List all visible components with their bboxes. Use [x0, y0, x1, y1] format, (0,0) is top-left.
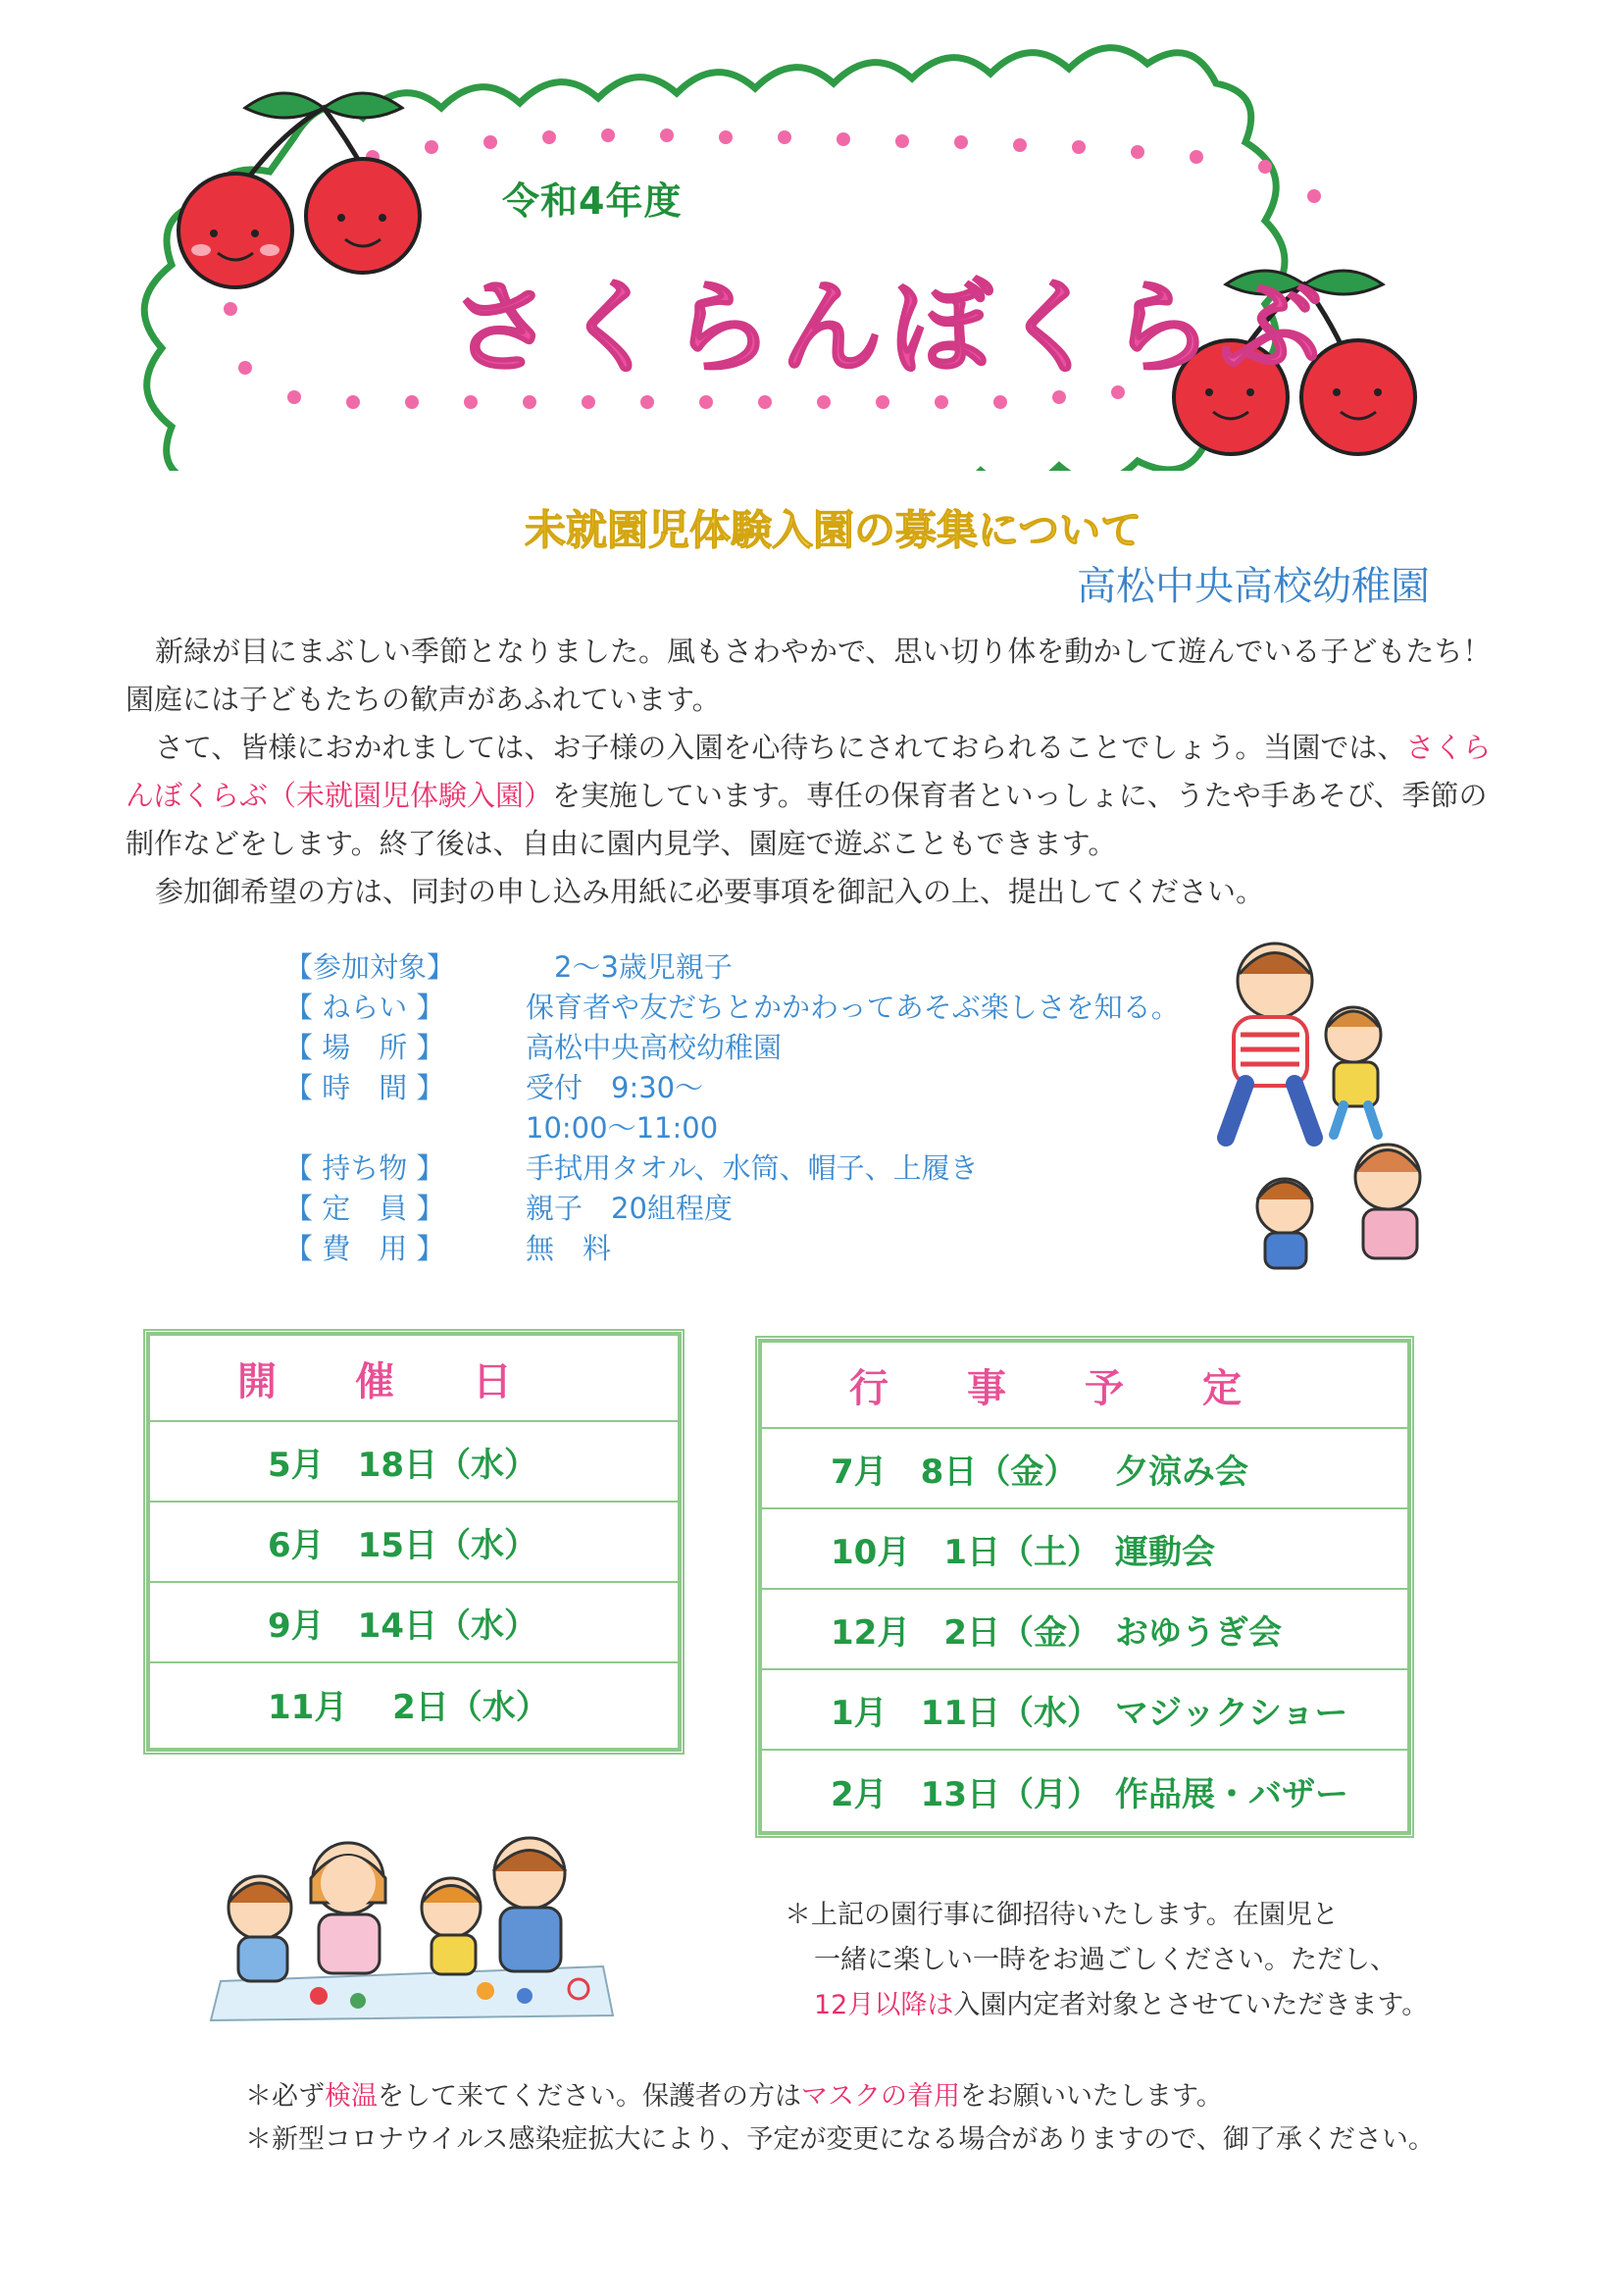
schedule-table [143, 1329, 685, 1755]
detail-value: 10:00～11:00 [526, 1111, 719, 1145]
intro-text [126, 628, 1518, 916]
detail-value: 受付 9:30～ [526, 1071, 704, 1104]
detail-value: 保育者や友だちとかかわってあそぶ楽しさを知る。 [526, 991, 1180, 1024]
event-date: 12月 2日（金） [831, 1612, 1100, 1653]
footer-line-1 [245, 2075, 1435, 2118]
event-note [785, 1893, 1428, 2028]
footer-highlight: 検温 [325, 2081, 378, 2112]
event-name: 作品展・バザー [1115, 1774, 1348, 1814]
detail-label: 【 ねらい 】 [284, 991, 445, 1024]
event-name: 運動会 [1115, 1532, 1215, 1572]
event-name: おゆうぎ会 [1115, 1612, 1282, 1653]
school-name: 高松中央高校幼稚園 [1077, 564, 1430, 609]
intro-text-segment: を実施しています。専任の保育者といっしょに、うたや手あそび、季節の [552, 779, 1488, 812]
events-table-inner [760, 1341, 1409, 1833]
detail-label [284, 1108, 526, 1148]
event-date: 2月 13日（月） [831, 1774, 1100, 1814]
schedule-date: 6月 15日（水） [150, 1503, 678, 1583]
page-subtitle: 未就園児体験入園の募集について [525, 506, 1142, 554]
schedule-date: 9月 14日（水） [150, 1583, 678, 1663]
detail-value: 2～3歳児親子 [526, 950, 733, 984]
note-line-3 [785, 1983, 1428, 2028]
schedule-table-inner [148, 1334, 680, 1750]
event-row [762, 1751, 1407, 1831]
footer-notes [245, 2075, 1435, 2162]
detail-row [284, 1028, 1180, 1068]
schedule-header: 開催日 [150, 1336, 678, 1422]
intro-text-segment: さて、皆様におかれましては、お子様の入園を心待ちにされておられることでしょう。当園では、 [155, 731, 1406, 764]
details-list [284, 947, 1180, 1269]
club-name-highlight: さくら [1405, 731, 1492, 764]
intro-line-6: 参加御希望の方は、同封の申し込み用紙に必要事項を御記入の上、提出してください。 [155, 875, 1265, 908]
year-label: 令和4年度 [502, 179, 683, 223]
events-header: 行事予定 [762, 1343, 1407, 1429]
event-row [762, 1590, 1407, 1670]
event-date: 7月 8日（金） [831, 1452, 1078, 1492]
intro-line-4 [126, 772, 1518, 820]
detail-row [284, 1148, 1180, 1189]
note-highlight: 12月以降は [814, 1990, 954, 2020]
detail-label: 【 持ち物 】 [284, 1151, 445, 1185]
banner-illustration [0, 0, 1624, 471]
note-line-1: ＊上記の園行事に御招待いたします。在園児と [785, 1900, 1339, 1930]
footer-highlight: マスクの着用 [801, 2081, 960, 2112]
footer-text: をして来てください。保護者の方は [378, 2081, 801, 2112]
children-playing-illustration [1206, 937, 1451, 1275]
intro-line-3 [126, 724, 1518, 772]
event-date: 1月 11日（水） [831, 1693, 1100, 1733]
detail-row [284, 1189, 1180, 1229]
detail-row [284, 1108, 1180, 1148]
detail-row [284, 947, 1180, 988]
note-text: 入園内定者対象とさせていただきます。 [953, 1990, 1429, 2020]
detail-value: 親子 20組程度 [526, 1192, 733, 1225]
event-name: 夕涼み会 [1115, 1452, 1248, 1492]
schedule-date: 11月 2日（水） [268, 1687, 549, 1727]
event-row [762, 1429, 1407, 1509]
intro-line-2: 園庭には子どもたちの歓声があふれています。 [126, 683, 721, 716]
note-line-2: 一緒に楽しい一時をお過ごしください。ただし、 [814, 1945, 1396, 1975]
event-date: 10月 1日（土） [831, 1532, 1100, 1572]
detail-label: 【 場 所 】 [284, 1031, 445, 1064]
detail-label: 【参加対象】 [284, 950, 456, 984]
event-row [762, 1670, 1407, 1751]
cherry-left-icon [178, 93, 420, 287]
intro-line-1: 新緑が目にまぶしい季節となりました。風もさわやかで、思い切り体を動かして遊んでいる子どもたち！ [155, 635, 1492, 668]
intro-line-5: 制作などをします。終了後は、自由に園内見学、園庭で遊ぶこともできます。 [126, 827, 1117, 860]
event-name: マジックショー [1115, 1693, 1348, 1733]
crafting-family-illustration [191, 1834, 623, 2025]
detail-row [284, 1229, 1180, 1269]
club-name-highlight-cont: んぼくらぶ（未就園児体験入園） [126, 779, 553, 812]
detail-label: 【 定 員 】 [284, 1192, 445, 1225]
detail-value: 高松中央高校幼稚園 [526, 1031, 783, 1064]
club-title: さくらんぼくらぶ [451, 268, 1331, 387]
footer-text: をお願いいたします。 [960, 2081, 1223, 2112]
detail-label: 【 費 用 】 [284, 1232, 445, 1265]
schedule-date: 5月 18日（水） [150, 1422, 678, 1503]
detail-value: 手拭用タオル、水筒、帽子、上履き [526, 1151, 979, 1185]
detail-value: 無 料 [526, 1232, 612, 1265]
footer-line-2: ＊新型コロナウイルス感染症拡大により、予定が変更になる場合がありますので、御了承ください。 [245, 2124, 1435, 2155]
detail-row [284, 1068, 1180, 1108]
footer-text: ＊必ず [245, 2081, 325, 2112]
events-table [755, 1336, 1414, 1838]
detail-row [284, 988, 1180, 1028]
event-row [762, 1509, 1407, 1590]
detail-label: 【 時 間 】 [284, 1071, 445, 1104]
